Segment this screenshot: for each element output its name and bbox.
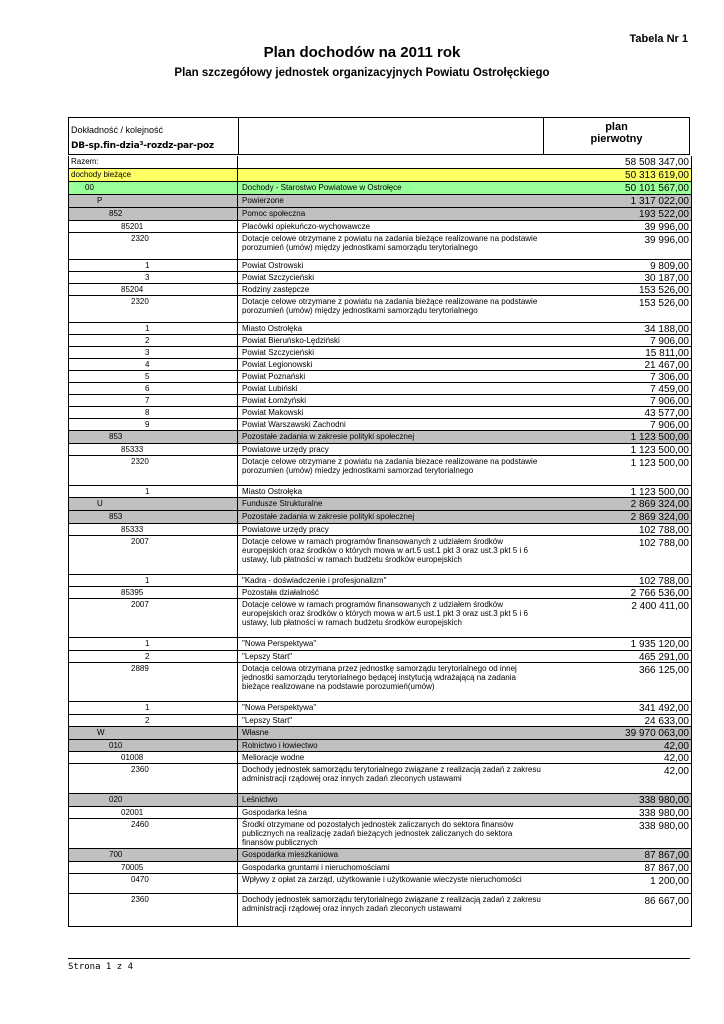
table-row — [69, 794, 691, 807]
table-row — [69, 740, 691, 752]
table-row — [69, 752, 691, 764]
table-row — [69, 849, 691, 862]
row-code: 853 — [69, 431, 238, 443]
row-code: 2889 — [69, 663, 238, 701]
header-classification-label: DB-sp.fin-dzia³-rozdz-par-poz — [71, 141, 214, 151]
row-plan-value: 193 522,00 — [638, 209, 689, 220]
row-code: 2007 — [69, 599, 238, 637]
row-code: 70005 — [69, 862, 238, 873]
row-description — [239, 156, 544, 168]
row-plan-value: 1 123 500,00 — [630, 458, 689, 469]
row-description: Środki otrzymane od pozostałych jednostek zaliczanych do sektora finansów publicznych na realizację zadań bieżących jednostek zaliczanych do sektora finansów publicznych — [242, 820, 514, 847]
row-plan-value: 338 980,00 — [638, 821, 689, 832]
row-code: 6 — [69, 383, 238, 394]
table-row — [69, 233, 691, 260]
row-description: Miasto Ostrołęka — [242, 487, 303, 496]
table-row — [69, 182, 691, 195]
row-code: dochody bieżące — [69, 169, 238, 181]
header-precision-label: Dokładność / kolejność — [71, 125, 164, 135]
table-row — [69, 663, 691, 702]
row-plan-value: 30 187,00 — [644, 273, 689, 284]
table-row — [69, 371, 691, 383]
row-plan-value: 86 667,00 — [644, 896, 689, 907]
row-code: 85395 — [69, 587, 238, 598]
row-plan-value: 465 291,00 — [638, 652, 689, 663]
row-description: Powierzone — [242, 196, 284, 205]
row-plan-value: 153 526,00 — [638, 285, 689, 296]
table-row — [69, 195, 691, 208]
row-plan-value: 39 996,00 — [644, 222, 689, 233]
row-description: Gospodarka gruntami i nieruchomościami — [242, 863, 390, 872]
row-description: "Lepszy Start" — [242, 652, 293, 661]
row-description: Powiat Ostrowski — [242, 261, 304, 270]
table-row — [69, 221, 691, 233]
table-row — [69, 807, 691, 819]
row-description: Dochody jednostek samorządu terytorialnego związane z realizacją zadań z zakresu administracji rządowej oraz innych zadań zleconych ustawami — [242, 895, 541, 913]
row-plan-value: 2 869 324,00 — [630, 512, 689, 523]
table-row — [69, 431, 691, 444]
row-description: "Nowa Perspektywa" — [242, 703, 317, 712]
row-description: Rodziny zastępcze — [242, 285, 310, 294]
row-description: Dotacja celowa otrzymana przez jednostkę samorządu terytorialnego od innej jednostki samorządu terytorialnego będącej instytucją wdrażającą na zadania bieżące realizowane na podstawie porozumień(umów) — [242, 664, 517, 691]
row-code: 85201 — [69, 221, 238, 232]
row-code: 1 — [69, 575, 238, 586]
row-code: 3 — [69, 347, 238, 358]
row-description: Gospodarka mieszkaniowa — [242, 850, 339, 859]
row-code: 8 — [69, 407, 238, 418]
row-plan-value: 7 906,00 — [650, 336, 689, 347]
row-plan-value: 42,00 — [663, 753, 689, 764]
row-description: Wpływy z opłat za zarząd, użytkowanie i użytkowanie wieczyste nieruchomości — [242, 875, 522, 884]
row-code: 85204 — [69, 284, 238, 295]
table-header — [68, 117, 690, 155]
row-description: Powiatowe urzędy pracy — [242, 525, 329, 534]
table-row — [69, 407, 691, 419]
row-code: 85333 — [69, 444, 238, 455]
row-description: Powiat Bieruńsko-Lędziński — [242, 336, 340, 345]
row-plan-value: 153 526,00 — [638, 298, 689, 309]
table-row — [69, 764, 691, 794]
table-row — [69, 599, 691, 638]
row-code: 1 — [69, 323, 238, 334]
row-code: 2320 — [69, 233, 238, 259]
table-row — [69, 335, 691, 347]
table-row — [69, 702, 691, 715]
table-row — [69, 511, 691, 524]
row-description: Rolnictwo i łowiectwo — [242, 741, 318, 750]
row-code: 853 — [69, 511, 238, 523]
row-code: 01008 — [69, 752, 238, 763]
row-code: 2320 — [69, 456, 238, 485]
row-plan-value: 42,00 — [663, 766, 689, 777]
row-plan-value: 87 867,00 — [644, 850, 689, 861]
row-plan-value: 7 906,00 — [650, 420, 689, 431]
table-row — [69, 260, 691, 272]
table-row — [69, 444, 691, 456]
table-row — [69, 524, 691, 536]
row-plan-value: 34 188,00 — [644, 324, 689, 335]
row-description: Pozostałe zadania w zakresie polityki społecznej — [242, 512, 415, 521]
row-plan-value: 102 788,00 — [638, 525, 689, 536]
table-row — [69, 395, 691, 407]
row-description: Fundusze Strukturalne — [242, 499, 323, 508]
row-description: Dotacje celowe w ramach programów finansowanych z udziałem środków europejskich oraz środków o których mowa w art.5 ust.1 pkt 3 oraz ust.3 pkt 5 i 6 ustawy, lub płatności w ramach budżetu środków europejskich — [242, 537, 528, 564]
row-description: Gospodarka leśna — [242, 808, 307, 817]
row-plan-value: 7 306,00 — [650, 372, 689, 383]
row-plan-value: 338 980,00 — [638, 808, 689, 819]
table-row — [69, 575, 691, 587]
row-description: Leśnictwo — [242, 795, 278, 804]
row-code: 4 — [69, 359, 238, 370]
row-description: Powiat Legionowski — [242, 360, 313, 369]
row-code: 85333 — [69, 524, 238, 535]
table-row — [69, 359, 691, 371]
row-description: Powiat Makowski — [242, 408, 304, 417]
row-plan-value: 7 459,00 — [650, 384, 689, 395]
row-description: "Lepszy Start" — [242, 716, 293, 725]
table-row — [69, 208, 691, 221]
table-row — [69, 419, 691, 431]
table-row — [69, 894, 691, 927]
row-code: 5 — [69, 371, 238, 382]
row-description: Powiat Lubiński — [242, 384, 298, 393]
table-number: Tabela Nr 1 — [629, 33, 688, 45]
row-code: 010 — [69, 740, 238, 751]
row-code: 9 — [69, 419, 238, 430]
table-row — [69, 874, 691, 894]
row-description: Miasto Ostrołęka — [242, 324, 303, 333]
row-code: 2320 — [69, 296, 238, 322]
table-row — [69, 486, 691, 498]
page-footer: Strona 1 z 4 — [68, 962, 134, 972]
table-row — [69, 296, 691, 323]
row-code: 1 — [69, 702, 238, 714]
table-row — [69, 862, 691, 874]
row-plan-value: 87 867,00 — [644, 863, 689, 874]
row-description: "Kadra - doświadczenie i profesjonalizm" — [242, 576, 387, 585]
row-plan-value: 102 788,00 — [638, 538, 689, 549]
table-row — [69, 819, 691, 849]
row-description: Dotacje celowe otrzymane z powiatu na zadania biezace realizowane na podstawie porozumien (umów) miedzy jednostkami samorzad terytorialnego — [242, 457, 538, 475]
row-description — [239, 169, 544, 181]
row-description: Dotacje celowe otrzymane z powiatu na zadania bieżące realizowane na podstawie porozumień (umów) między jednostkami samorządu terytorialnego — [242, 234, 538, 252]
row-description: Dochody jednostek samorządu terytorialnego związane z realizacją zadań z zakresu administracji rządowej oraz innych zadań zleconych ustawami — [242, 765, 541, 783]
row-code: 852 — [69, 208, 238, 220]
row-code: 2460 — [69, 819, 238, 848]
row-description: Dochody - Starostwo Powiatowe w Ostrołęce — [242, 183, 402, 192]
row-code: U — [69, 498, 238, 510]
row-plan-value: 366 125,00 — [638, 665, 689, 676]
row-plan-value: 338 980,00 — [638, 795, 689, 806]
table-row — [69, 156, 691, 169]
row-description: Powiat Szczycieński — [242, 348, 315, 357]
row-description: Melioracje wodne — [242, 753, 305, 762]
page-title: Plan dochodów na 2011 rok — [263, 44, 461, 61]
table-row — [69, 347, 691, 359]
row-plan-value: 24 633,00 — [644, 716, 689, 727]
row-description: "Nowa Perspektywa" — [242, 639, 317, 648]
table-row — [69, 284, 691, 296]
row-plan-value: 58 508 347,00 — [625, 157, 689, 168]
row-code: 020 — [69, 794, 238, 806]
row-code: 3 — [69, 272, 238, 283]
row-code: 0470 — [69, 874, 238, 893]
header-plan-cell — [543, 118, 689, 154]
table-row — [69, 727, 691, 740]
row-description: Placówki opiekuńczo-wychowawcze — [242, 222, 371, 231]
row-description: Powiat Warszawski Zachodni — [242, 420, 346, 429]
row-description: Dotacje celowe otrzymane z powiatu na zadania bieżące realizowane na podstawie porozumień (umów) między jednostkami samorządu terytorialnego — [242, 297, 538, 315]
row-code: 2360 — [69, 764, 238, 793]
row-code: P — [69, 195, 238, 207]
header-plan-label: plan — [605, 121, 628, 133]
row-plan-value: 1 317 022,00 — [630, 196, 689, 207]
row-plan-value: 102 788,00 — [638, 576, 689, 587]
row-description: Powiat Poznański — [242, 372, 306, 381]
row-plan-value: 1 123 500,00 — [630, 445, 689, 456]
row-description: Powiat Łomżyński — [242, 396, 307, 405]
page-subtitle: Plan szczegółowy jednostek organizacyjnych Powiatu Ostrołęckiego — [174, 67, 550, 79]
row-code: 2 — [69, 335, 238, 346]
table-row — [69, 272, 691, 284]
row-code: 1 — [69, 486, 238, 497]
row-plan-value: 9 809,00 — [650, 261, 689, 272]
row-plan-value: 2 400 411,00 — [631, 601, 689, 612]
table-row — [69, 456, 691, 486]
row-code: 1 — [69, 260, 238, 271]
row-description: Powiat Szczycieński — [242, 273, 315, 282]
row-description: Pomoc społeczna — [242, 209, 306, 218]
row-plan-value: 39 996,00 — [644, 235, 689, 246]
row-plan-value: 50 313 619,00 — [625, 170, 689, 181]
row-plan-value: 21 467,00 — [644, 360, 689, 371]
row-plan-value: 1 123 500,00 — [630, 487, 689, 498]
row-plan-value: 42,00 — [663, 741, 689, 752]
row-code: 700 — [69, 849, 238, 861]
row-plan-value: 50 101 567,00 — [625, 183, 689, 194]
row-code: W — [69, 727, 238, 739]
row-plan-value: 2 766 536,00 — [630, 588, 689, 599]
row-description: Pozostała działalność — [242, 588, 319, 597]
row-plan-value: 39 970 063,00 — [625, 728, 689, 739]
row-code: 2007 — [69, 536, 238, 574]
row-code: 2 — [69, 715, 238, 726]
row-description: Dotacje celowe w ramach programów finansowanych z udziałem środków europejskich oraz środków o których mowa w art.5 ust.1 pkt 3 oraz ust.3 pkt 5 i 6 ustawy, lub płatności w ramach budżetu środków europejskich — [242, 600, 528, 627]
row-code: 02001 — [69, 807, 238, 818]
table-row — [69, 651, 691, 663]
row-plan-value: 1 935 120,00 — [630, 639, 689, 650]
table-row — [69, 498, 691, 511]
table-bottom-rule — [68, 958, 690, 959]
row-plan-value: 1 123 500,00 — [630, 432, 689, 443]
row-description: Pozostałe zadania w zakresie polityki społecznej — [242, 432, 415, 441]
row-code: 1 — [69, 638, 238, 650]
row-plan-value: 7 906,00 — [650, 396, 689, 407]
row-plan-value: 1 200,00 — [650, 876, 689, 887]
table-row — [69, 169, 691, 182]
table-row — [69, 536, 691, 575]
budget-table — [68, 156, 692, 927]
table-row — [69, 323, 691, 335]
row-plan-value: 43 577,00 — [644, 408, 689, 419]
row-code: 2360 — [69, 894, 238, 926]
row-code: 2 — [69, 651, 238, 662]
table-row — [69, 638, 691, 651]
row-code: 7 — [69, 395, 238, 406]
header-original-label: pierwotny — [590, 133, 643, 145]
table-row — [69, 383, 691, 395]
row-code: 00 — [69, 182, 238, 194]
table-row — [69, 715, 691, 727]
row-description: Powiatowe urzędy pracy — [242, 445, 329, 454]
row-plan-value: 15 811,00 — [645, 348, 689, 359]
row-code: Razem: — [69, 156, 238, 168]
row-plan-value: 2 869 324,00 — [630, 499, 689, 510]
header-code-cell — [69, 118, 239, 154]
row-plan-value: 341 492,00 — [638, 703, 689, 714]
table-row — [69, 587, 691, 599]
row-description: Własne — [242, 728, 269, 737]
